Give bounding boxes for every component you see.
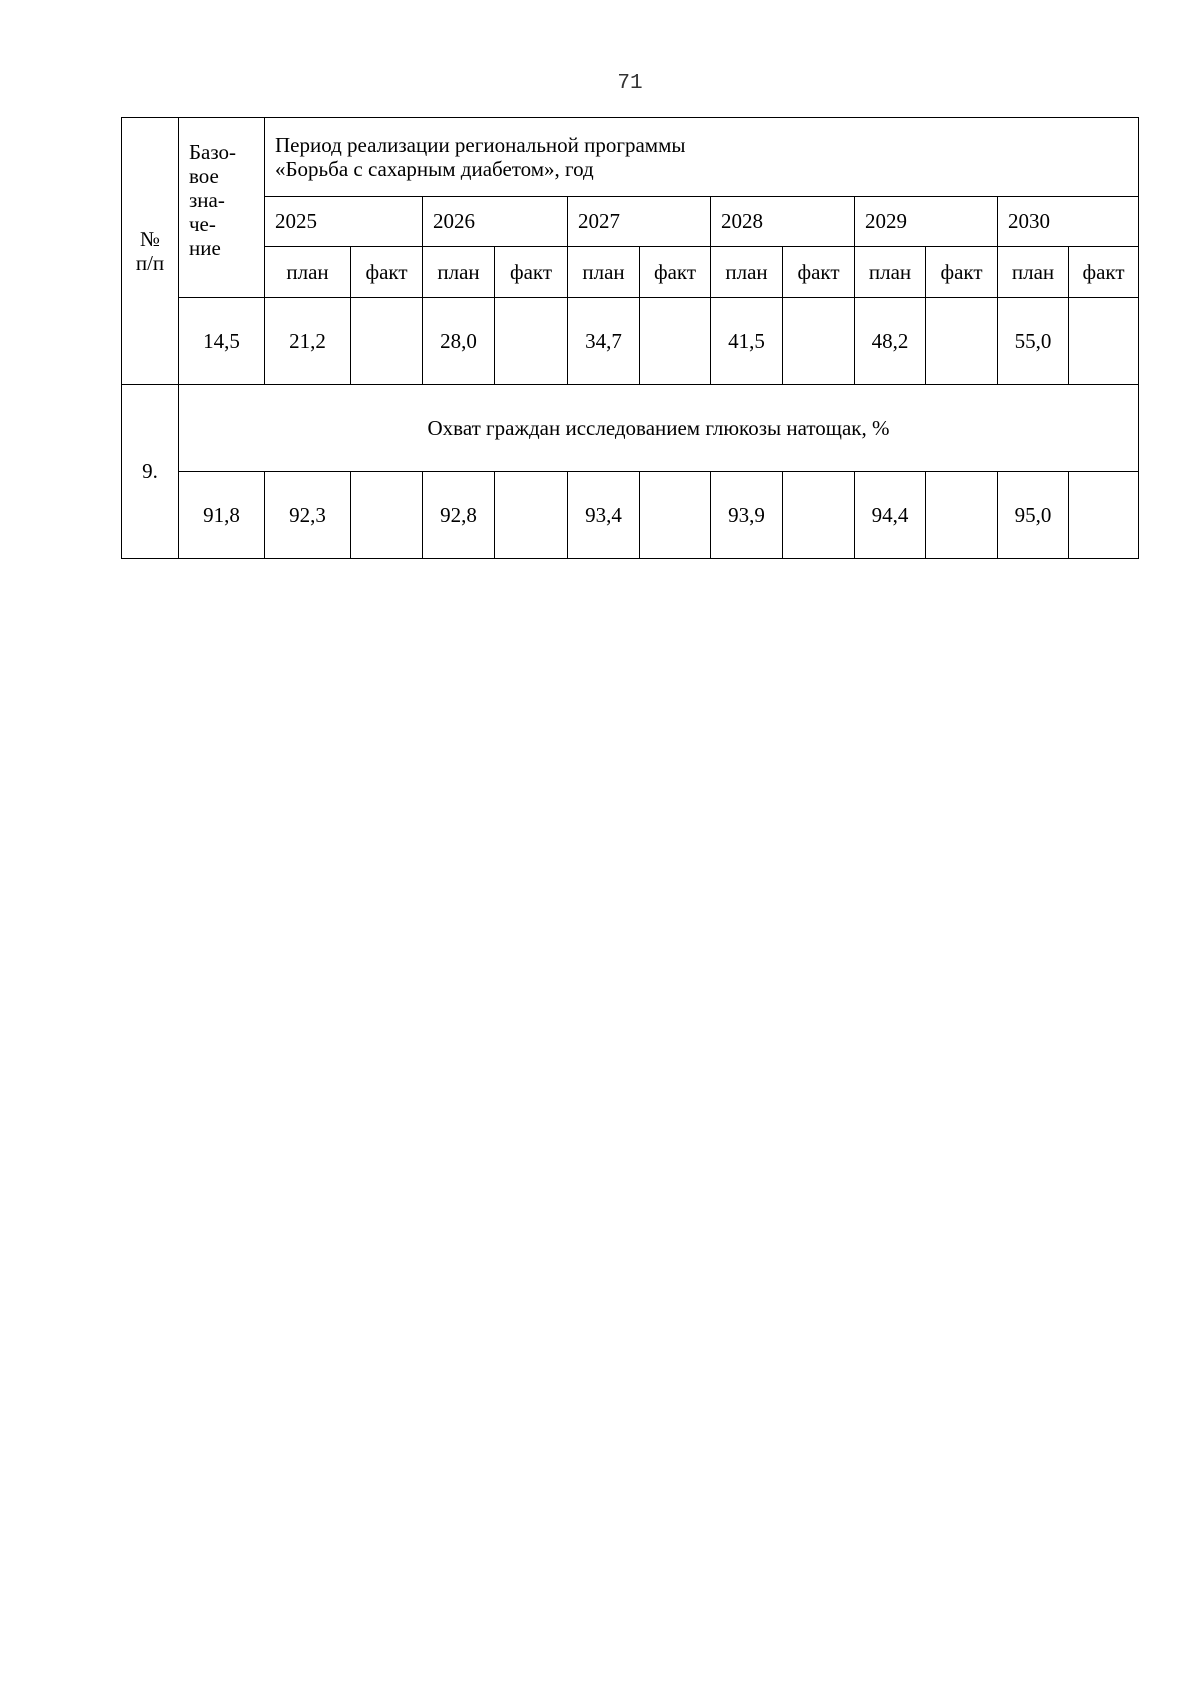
plan-header: план — [998, 247, 1069, 298]
plan-header: план — [265, 247, 351, 298]
number-subheader: п/п — [135, 251, 165, 275]
plan-header: план — [711, 247, 783, 298]
base-value-column-header: Базо- вое зна- че- ние — [179, 118, 265, 298]
base-value: 91,8 — [179, 472, 265, 559]
plan-header: план — [855, 247, 926, 298]
plan-value: 92,8 — [423, 472, 495, 559]
plan-value: 34,7 — [568, 298, 640, 385]
header-row-plan-fact — [122, 247, 1139, 298]
year-2026: 2026 — [423, 197, 568, 247]
year-2025: 2025 — [265, 197, 423, 247]
fact-header: факт — [351, 247, 423, 298]
fact-header: факт — [783, 247, 855, 298]
header-row-years — [122, 197, 1139, 247]
base-value: 14,5 — [179, 298, 265, 385]
fact-value — [926, 472, 998, 559]
fact-header: факт — [926, 247, 998, 298]
fact-value — [1069, 298, 1139, 385]
number-sign: № — [139, 227, 161, 251]
fact-value — [640, 298, 711, 385]
plan-value: 92,3 — [265, 472, 351, 559]
plan-header: план — [423, 247, 495, 298]
period-header-line-1: Период реализации региональной программы — [275, 133, 686, 157]
indicators-table — [121, 117, 1139, 559]
indicator-number: 9. — [122, 385, 179, 559]
plan-header: план — [568, 247, 640, 298]
number-column-header — [122, 118, 179, 385]
plan-value: 21,2 — [265, 298, 351, 385]
indicator-title: Охват граждан исследованием глюкозы натощак, % — [179, 385, 1139, 472]
table-row — [122, 472, 1139, 559]
fact-value — [783, 472, 855, 559]
fact-value — [495, 472, 568, 559]
year-2027: 2027 — [568, 197, 711, 247]
year-2029: 2029 — [855, 197, 998, 247]
fact-header: факт — [640, 247, 711, 298]
plan-value: 55,0 — [998, 298, 1069, 385]
page-number: 71 — [617, 72, 643, 95]
fact-header: факт — [495, 247, 568, 298]
fact-value — [495, 298, 568, 385]
header-row-period — [122, 118, 1139, 197]
table-row — [122, 298, 1139, 385]
fact-value — [351, 298, 423, 385]
fact-header: факт — [1069, 247, 1139, 298]
plan-value: 94,4 — [855, 472, 926, 559]
year-2030: 2030 — [998, 197, 1139, 247]
fact-value — [351, 472, 423, 559]
plan-value: 41,5 — [711, 298, 783, 385]
fact-value — [926, 298, 998, 385]
plan-value: 93,9 — [711, 472, 783, 559]
year-2028: 2028 — [711, 197, 855, 247]
fact-value — [783, 298, 855, 385]
plan-value: 48,2 — [855, 298, 926, 385]
plan-value: 93,4 — [568, 472, 640, 559]
fact-value — [640, 472, 711, 559]
period-header-line-2: «Борьба с сахарным диабетом», год — [275, 157, 594, 181]
plan-value: 28,0 — [423, 298, 495, 385]
indicator-title-row — [122, 385, 1139, 472]
period-header — [265, 118, 1139, 197]
fact-value — [1069, 472, 1139, 559]
plan-value: 95,0 — [998, 472, 1069, 559]
